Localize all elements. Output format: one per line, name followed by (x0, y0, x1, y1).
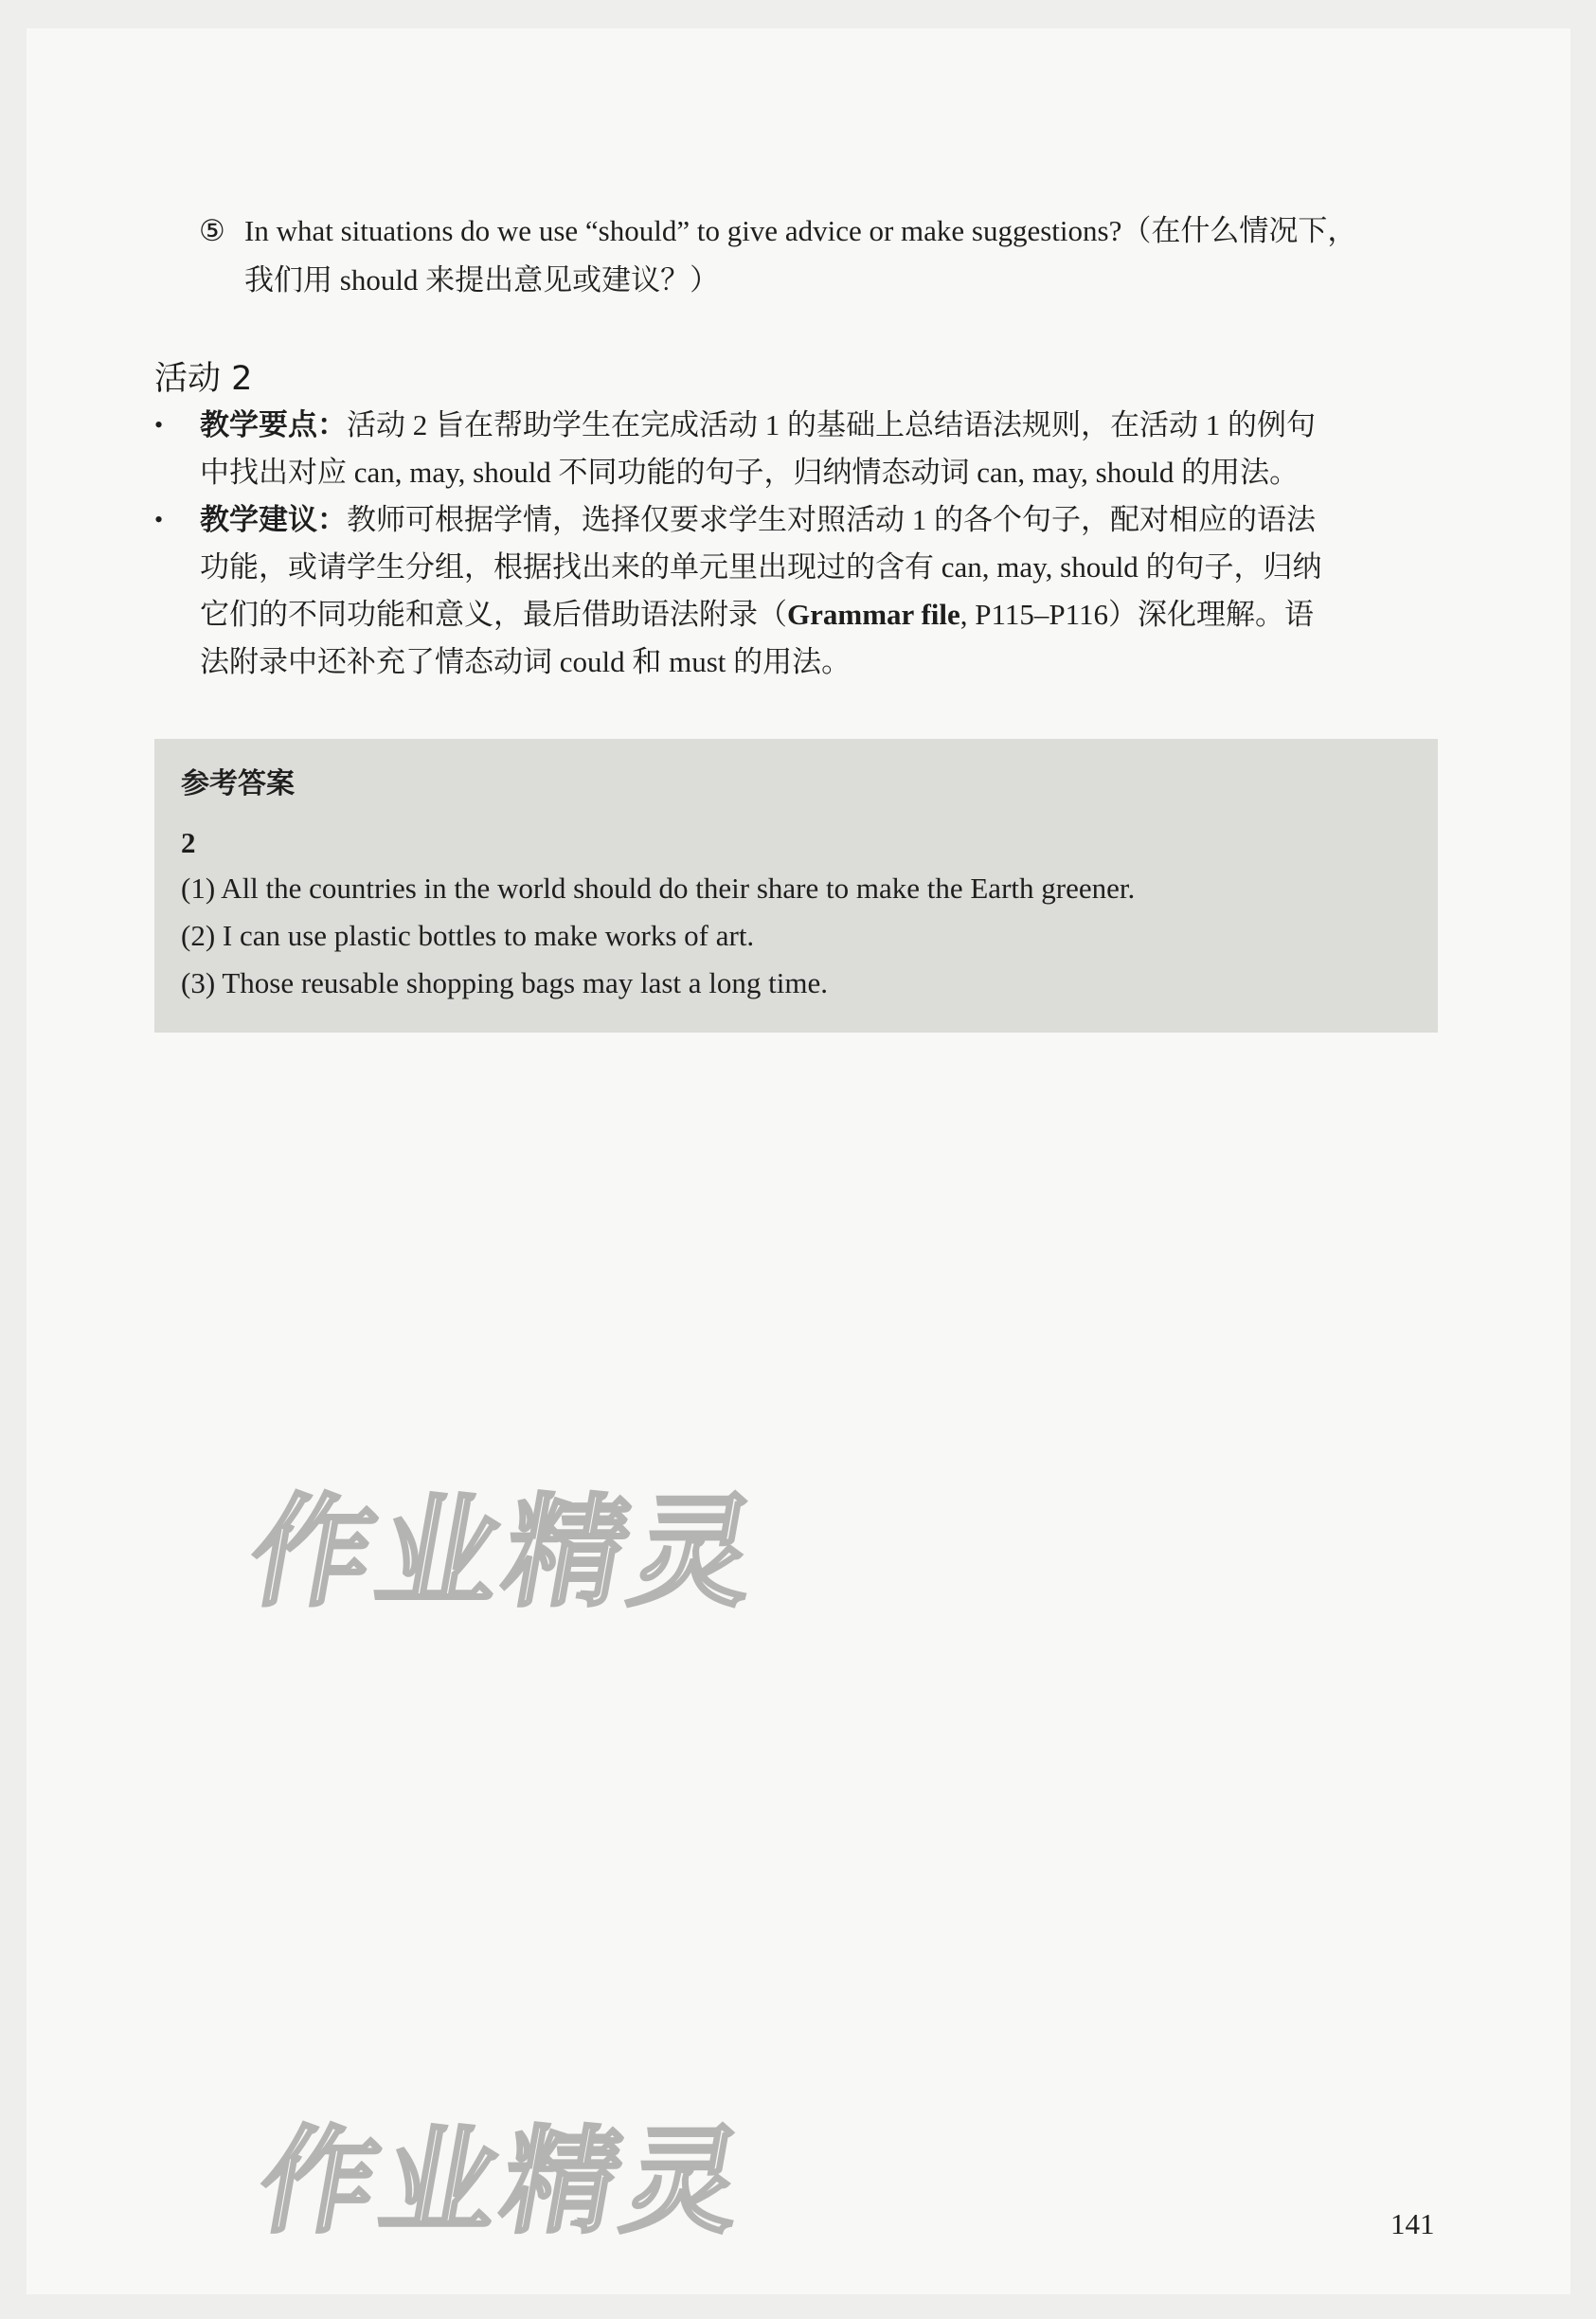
teaching-suggestions-line-4: 法附录中还补充了情态动词 could 和 must 的用法。 (200, 645, 852, 678)
line-3-before: 它们的不同功能和意义，最后借助语法附录（ (200, 598, 787, 631)
question-text-line-2: 我们用 should 来提出意见或建议？） (244, 263, 720, 297)
question-number: ⑤ (199, 214, 225, 247)
teaching-points-line-2: 中找出对应 can, may, should 不同功能的句子，归纳情态动词 can, may, should 的用法。 (200, 456, 1300, 489)
reference-answers-title: 参考答案 (181, 767, 295, 800)
teaching-suggestions-line-3 (200, 591, 1314, 638)
watermark-upper: 作业精灵 (239, 1483, 773, 1624)
answer-activity-number: 2 (181, 826, 196, 859)
teaching-suggestions-label: 教学建议： (200, 503, 347, 537)
grammar-file-reference: Grammar file (787, 598, 960, 631)
teaching-points-text-1: 活动 2 旨在帮助学生在完成活动 1 的基础上总结语法规则，在活动 1 的例句 (347, 408, 1316, 441)
reference-answers-box (154, 739, 1438, 1033)
line-3-after: , P115–P116）深化理解。语 (959, 598, 1314, 631)
teaching-points-line-1 (200, 402, 1316, 449)
teaching-suggestions-text-1: 教师可根据学情，选择仅要求学生对照活动 1 的各个句子，配对相应的语法 (347, 503, 1316, 536)
bullet: • (154, 411, 164, 439)
teaching-suggestions-line-2: 功能，或请学生分组，根据找出来的单元里出现过的含有 can, may, should 的句子，归纳 (200, 550, 1322, 584)
page-number: 141 (1390, 2207, 1435, 2240)
answer-item-2: (2) I can use plastic bottles to make works of art. (181, 919, 755, 952)
teaching-suggestions-line-1 (200, 496, 1316, 544)
answer-item-3: (3) Those reusable shopping bags may last a long time. (181, 966, 829, 999)
document-page (27, 28, 1570, 2294)
question-text-line-1: In what situations do we use “should” to give advice or make suggestions?（在什么情况下， (244, 214, 1357, 247)
bullet: • (154, 506, 164, 533)
teaching-points-label: 教学要点： (200, 408, 347, 442)
answer-item-1: (1) All the countries in the world should do their share to make the Earth greener. (181, 872, 1136, 905)
watermark-lower: 作业精灵 (249, 2114, 759, 2249)
activity-2-heading: 活动 2 (154, 360, 253, 398)
